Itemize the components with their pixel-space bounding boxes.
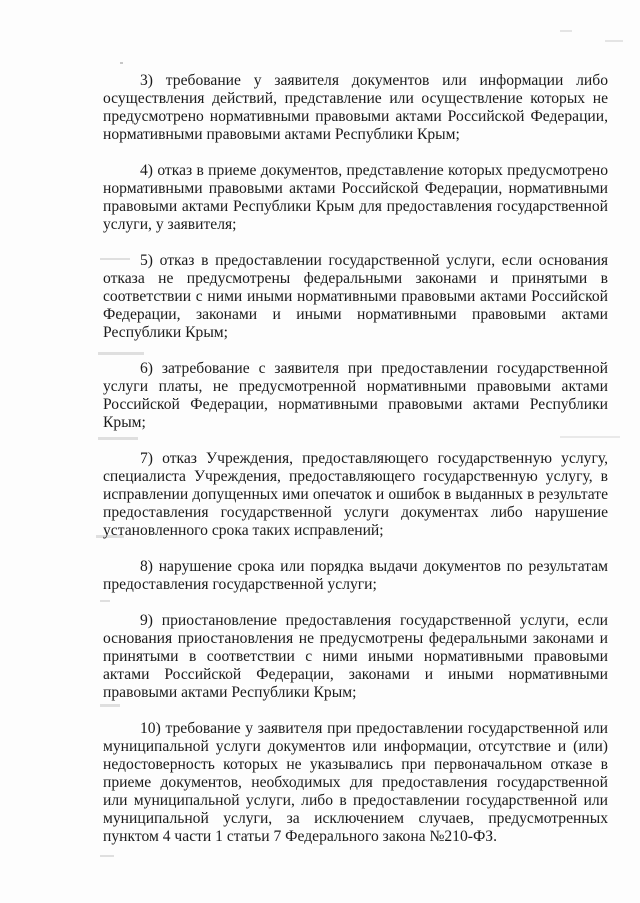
scan-speck (560, 30, 572, 32)
scan-speck (100, 855, 114, 857)
paragraph-item-6: 6) затребование с заявителя при предоставлении государственной услуги платы, не предусмотренной нормативными правовыми актами Российской Федерации, нормативными правовыми актами Республики Крым; (103, 360, 608, 431)
scan-speck (605, 40, 623, 42)
paragraph-item-7: 7) отказ Учреждения, предоставляющего государственную услугу, специалиста Учреждения, предоставляющего государственную услугу, в исправлении допущенных ими опечаток и ошибок в выданных в результате предоставления государственной услуги документах либо нарушение установленного срока таких исправлений; (103, 450, 608, 539)
paragraph-item-4: 4) отказ в приеме документов, представление которых предусмотрено нормативными правовыми актами Российской Федерации, нормативными правовыми актами Республики Крым для предоставления государственной услуги, у заявителя; (103, 162, 608, 233)
scan-speck (120, 62, 123, 64)
paragraph-item-8: 8) нарушение срока или порядка выдачи документов по результатам предоставления государственной услуги; (103, 558, 608, 593)
paragraph-item-3: 3) требование у заявителя документов или информации либо осуществления действий, представление или осуществление которых не предусмотрено нормативными правовыми актами Российской Федерации, нормативными правовыми актами Республики Крым; (103, 72, 608, 143)
paragraph-item-5: 5) отказ в предоставлении государственной услуги, если основания отказа не предусмотрены федеральными законами и принятыми в соответствии с ними иными нормативными правовыми актами Российской Федерации, законами и иными нормативными правовыми актами Республики Крым; (103, 252, 608, 341)
paragraph-item-10: 10) требование у заявителя при предоставлении государственной или муниципальной услуги документов или информации, отсутствие и (или) недостоверность которых не указывались при первоначальном отказе в приеме документов, необходимых для предоставления государственной или муниципальной услуги, либо в предоставлении государственной или муниципальной услуги, за исключением случаев, предусмотренных пунктом 4 части 1 статьи 7 Федерального закона №210-ФЗ. (103, 720, 608, 845)
paragraph-item-9: 9) приостановление предоставления государственной услуги, если основания приостановления не предусмотрены федеральными законами и принятыми в соответствии с ними иными нормативными правовыми актами Российской Федерации, законами и иными нормативными правовыми актами Республики Крым; (103, 612, 608, 701)
document-body (103, 72, 608, 846)
